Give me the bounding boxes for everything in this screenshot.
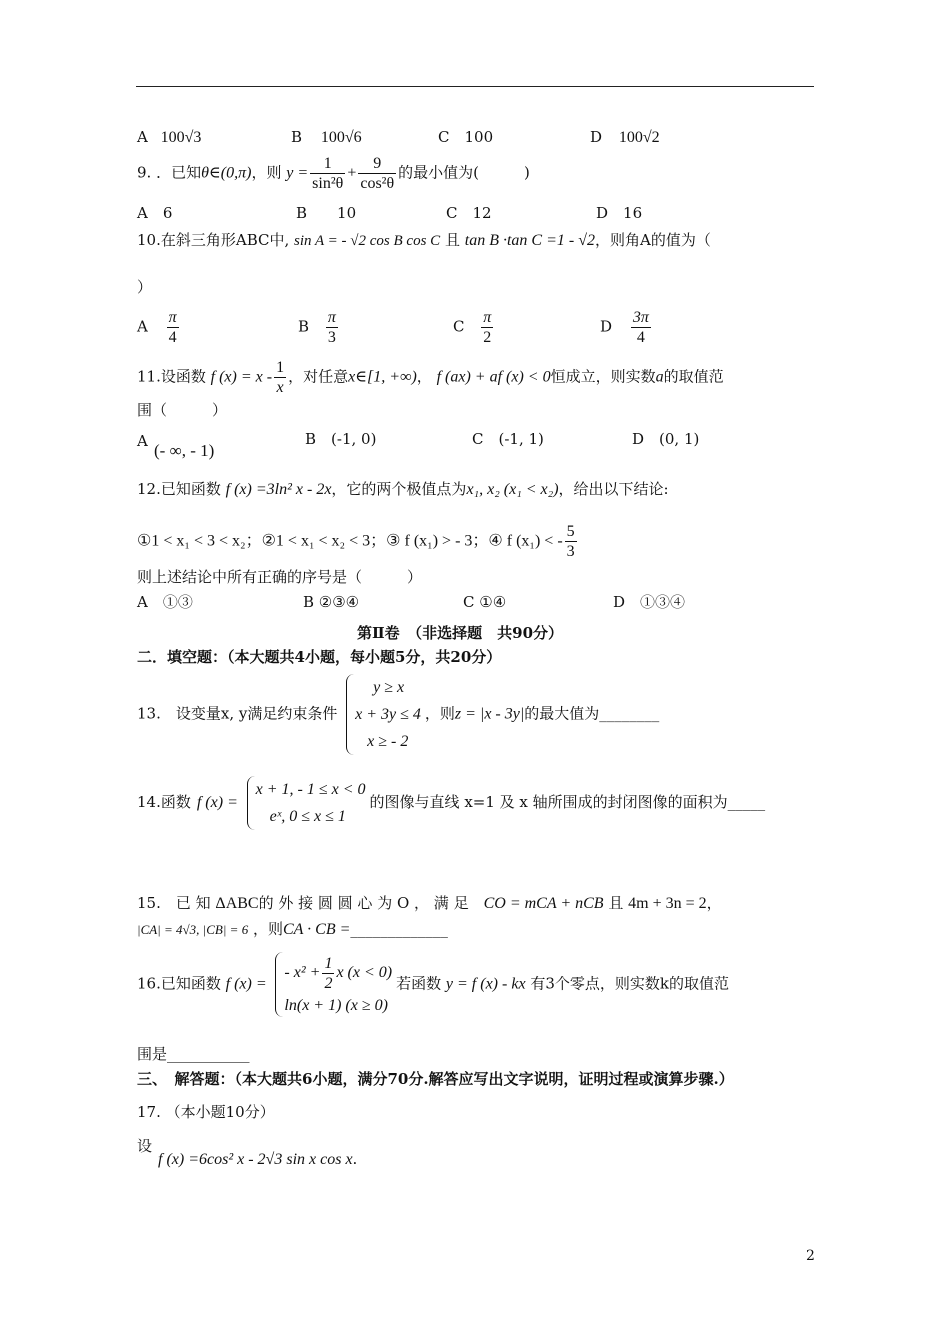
header-rule [136, 86, 814, 87]
option-c: C $\frac{\pi}{2}$ [453, 309, 492, 346]
option-b: B $\frac{\pi}{3}$ [298, 309, 336, 346]
question-13: 13. 设变量x, y满足约束条件 y ≥ x x + 3y ≤ 4 x ≥ - 2 ，则z = |x - 3y|的最大值为________ [137, 674, 659, 755]
option-d: D ①③④ [613, 593, 686, 611]
option-c: C 12 [446, 204, 492, 222]
option-a: A $\frac{\pi}{4}$ [137, 309, 177, 346]
question-12: 12.已知函数 f (x) =3ln² x - 2x，它的两个极值点为x₁, x₂ (x₁ < x₂)，给出以下结论: [137, 480, 669, 498]
part-2-title: 第Ⅱ卷 （非选择题 共90分） [357, 624, 564, 642]
option-d: D $\frac{3\pi}{4}$ [600, 309, 649, 346]
question-17-set: 设 [137, 1137, 153, 1155]
section-fill-in: 二．填空题：（本大题共4小题，每小题5分，共20分） [137, 648, 502, 666]
option-a: A [137, 432, 148, 450]
page-number: 2 [806, 1248, 815, 1264]
question-11: 11.设函数 f (x) = x - $\frac{1}{x}$ ，对任意x∈[1, +∞)， f (ax) + af (x) < 0恒成立，则实数a的取值范 [137, 359, 724, 396]
option-b: B ②③④ [303, 593, 360, 611]
question-12-ask: 则上述结论中所有正确的序号是（ ） [137, 568, 423, 586]
question-15: 15. 已 知 ΔABC的 外 接 圆 圆 心 为 O ， 满 足 CO = mCA + nCB 且 4m + 3n = 2， [137, 894, 722, 912]
section-answer: 三、 解答题：（本大题共6小题，满分70分.解答应写出文字说明，证明过程或演算步骤.） [137, 1070, 734, 1088]
option-c: C ①④ [463, 593, 507, 611]
question-15-line2: |CA| = 4√3, |CB| = 6 ，则CA · CB =_____________ [137, 920, 448, 938]
question-16: 16.已知函数 f (x) = - x² + $\frac{1}{2}$ x (x < 0) ln(x + 1) (x ≥ 0) 若函数 y = f (x) - kx 有3个零点，则实数k的取值范 [137, 952, 729, 1017]
question-12-conclusions: ①1 < x₁ < 3 < x₂；②1 < x₁ < x₂ < 3；③ f (x₁) > - 3；④ f (x₁) < - $\frac{5}{3}$ [137, 523, 575, 560]
option-b: B (-1, 0) [305, 430, 377, 448]
option-a: A 6 [137, 204, 173, 222]
option-a: A ①③ [137, 593, 193, 611]
question-17-function: f (x) =6cos² x - 2√3 sin x cos x. [158, 1150, 358, 1168]
question-10-cont: ） [137, 278, 153, 296]
option-c: C (-1, 1) [472, 430, 544, 448]
question-16-cont: 围是___________ [137, 1045, 250, 1063]
option-a-value: (- ∞, - 1) [154, 441, 215, 460]
question-11-cont: 围（ ） [137, 401, 228, 419]
option-c: C 100 [438, 128, 494, 146]
option-a: A 100√3 [137, 128, 202, 146]
option-d: D 100√2 [590, 128, 660, 146]
option-b: B 100√6 [291, 128, 362, 146]
question-17-title: 17. （本小题10分） [137, 1103, 275, 1121]
option-d: D (0, 1) [632, 430, 700, 448]
question-14: 14.函数 f (x) = x + 1, - 1 ≤ x < 0 eˣ, 0 ≤ x ≤ 1 的图像与直线 x=1 及 x 轴所围成的封闭图像的面积为_____ [137, 776, 765, 830]
option-d: D 16 [596, 204, 643, 222]
question-9: 9. ．已知θ∈(0,π)，则 y = $\frac{1}{\text{sin²θ}}$ + $\frac{9}{\text{cos²θ}}$ 的最小值为( ) [137, 155, 530, 192]
question-10: 10.在斜三角形ABC中, sin A = - √2 cos B cos C 且 tan B ·tan C =1 - √2，则角A的值为（ [137, 231, 711, 249]
option-b: B 10 [296, 204, 357, 222]
